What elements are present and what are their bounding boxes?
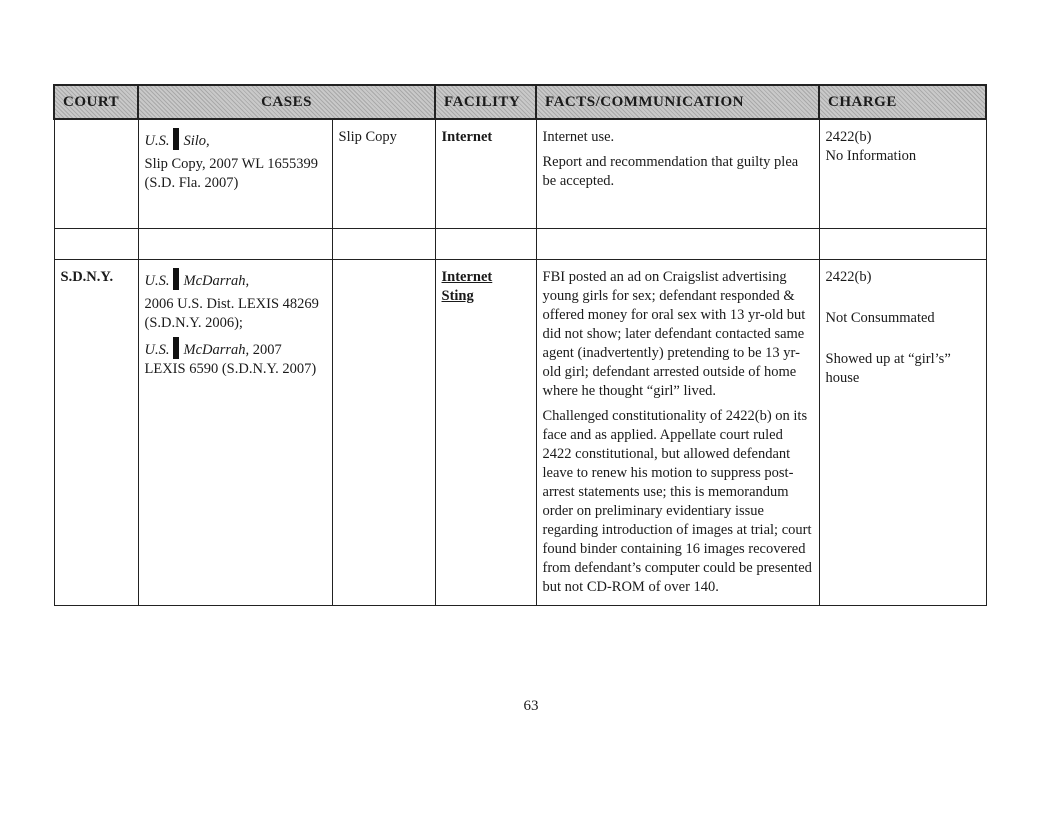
charge-cell: [819, 119, 986, 229]
table-row: [54, 260, 986, 606]
header-charge: CHARGE: [819, 85, 986, 119]
facts-paragraph: Report and recommendation that guilty plea be accepted.: [542, 154, 799, 189]
charge-status: No Information: [825, 148, 917, 164]
case-party: Silo,: [183, 133, 210, 149]
facts-cell: [536, 260, 819, 606]
table-row: [54, 119, 986, 229]
charge-statute: 2422(b): [825, 269, 872, 285]
facts-paragraph: Challenged constitutionality of 2422(b) on its face and as applied. Appellate court ruled 2422 constitutional, but allowed defendant leave to renew his motion to suppress post-arrest statements use; this is memorandum order on preliminary evidentiary issue regarding introduction of images at trial; court found binder containing 16 images recovered from defendant’s computer could be presented but not CD-ROM of over 140.: [542, 408, 812, 595]
facility-cell: Internet: [435, 119, 536, 229]
page-number: 63: [523, 698, 539, 714]
case-name: U.S.: [144, 342, 170, 358]
case-citation: Slip Copy, 2007 WL 1655399 (S.D. Fla. 2007): [144, 156, 318, 191]
header-facility: FACILITY: [435, 85, 536, 119]
case-citation: 2007 LEXIS 6590 (S.D.N.Y. 2007): [144, 342, 317, 377]
facts-paragraph: Internet use.: [542, 129, 615, 145]
case-type-cell: Slip Copy: [332, 119, 435, 229]
court-cell: S.D.N.Y.: [54, 260, 138, 606]
charge-note: Showed up at “girl’s” house: [825, 351, 951, 386]
redaction-mark: [173, 268, 179, 290]
facility-label: Internet: [441, 269, 493, 285]
charge-cell: [819, 260, 986, 606]
case-name: U.S.: [144, 133, 170, 149]
header-court: COURT: [54, 85, 138, 119]
case-table: [53, 84, 987, 606]
facility-cell: [435, 260, 536, 606]
cases-cell: [138, 119, 332, 229]
table-row-empty: [54, 229, 986, 260]
header-cases: CASES: [138, 85, 435, 119]
header-row: [54, 85, 986, 119]
charge-status: Not Consummated: [825, 310, 935, 326]
facility-label: Sting: [441, 288, 474, 304]
facts-paragraph: FBI posted an ad on Craigslist advertising young girls for sex; defendant responded & offered money for oral sex with 13 yr-old but did not show; later defendant contacted same agent (inadvertently) pretending to be 13 yr-old girl; defendant arrested outside of home where he thought “girl” lived.: [542, 269, 806, 399]
charge-statute: 2422(b): [825, 129, 872, 145]
redaction-mark: [173, 337, 179, 359]
case-name: U.S.: [144, 273, 170, 289]
case-type-cell: [332, 260, 435, 606]
case-party: McDarrah,: [183, 273, 250, 289]
court-cell: [54, 119, 138, 229]
case-party: McDarrah,: [183, 342, 250, 358]
header-facts: FACTS/COMMUNICATION: [536, 85, 819, 119]
case-citation: 2006 U.S. Dist. LEXIS 48269 (S.D.N.Y. 2006);: [144, 296, 319, 331]
facts-cell: [536, 119, 819, 229]
cases-cell: [138, 260, 332, 606]
redaction-mark: [173, 128, 179, 150]
